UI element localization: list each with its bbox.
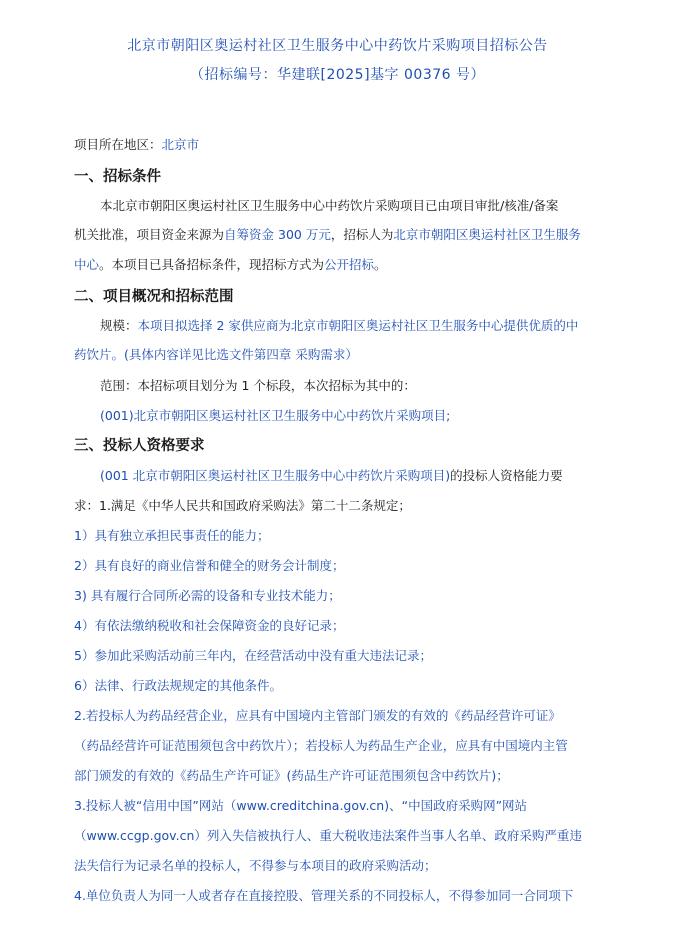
s2-scale-line [100,316,578,334]
qualification-item: 2）具有良好的商业信誉和健全的财务会计制度； [74,558,345,573]
s2-range-line: 范围：本招标项目划分为 1 个标段，本次招标为其中的： [100,378,416,393]
s3-intro-line: 求：1.满足《中华人民共和国政府采购法》第二十二条规定； [74,498,411,513]
lot-name: (001 北京市朝阳区奥运村社区卫生服务中心中药饮片采购项目) [100,468,451,483]
qualification-item: 3) 具有履行合同所必需的设备和专业技术能力； [74,588,341,603]
qualification-item: 1）具有独立承担民事责任的能力； [74,528,270,543]
s2-lot-line: (001)北京市朝阳区奥运村社区卫生服务中心中药饮片采购项目; [100,408,451,423]
requirement-2-line: （药品经营许可证范围须包含中药饮片）；若投标人为药品生产企业，应具有中国境内主管 [74,738,568,753]
qualification-item: 6）法律、行政法规规定的其他条件。 [74,678,282,693]
tenderer-name: 中心 [74,257,100,272]
s1-paragraph-line: 本北京市朝阳区奥运村社区卫生服务中心中药饮片采购项目已由项目审批/核准/备案 [100,198,559,213]
requirement-3-line: （www.ccgp.gov.cn）列入失信被执行人、重大税收违法案件当事人名单、政府采购严重违 [74,828,582,843]
tender-method: 公开招标 [324,257,375,272]
scale-text: 本项目拟选择 2 家供应商为北京市朝阳区奥运村社区卫生服务中心提供优质的中 [137,318,579,333]
qualification-item: 5）参加此采购活动前三年内，在经营活动中没有重大违法记录； [74,648,432,663]
text-span: 。本项目已具备招标条件，现招标方式为 [99,257,325,272]
text-span: 。 [374,257,387,272]
funding-source: 自筹资金 300 万元 [224,227,331,242]
requirement-2-line: 2.若投标人为药品经营企业，应具有中国境内主管部门颁发的有效的《药品经营许可证》 [74,708,561,723]
s2-scale-line: 药饮片。(具体内容详见比选文件第四章 采购需求） [74,347,358,362]
section-3-heading: 三、投标人资格要求 [74,438,205,454]
region-label: 项目所在地区： [74,137,162,152]
text-span: 机关批准，项目资金来源为 [74,227,225,242]
requirement-3-line: 法失信行为记录名单的投标人，不得参与本项目的政府采购活动； [74,858,437,873]
document-title: 北京市朝阳区奥运村社区卫生服务中心中药饮片采购项目招标公告 [127,38,548,54]
s3-intro-line [100,466,563,484]
text-span: 的投标人资格能力要 [450,468,563,483]
region-value: 北京市 [161,137,200,152]
project-region [74,135,199,153]
section-2-heading: 二、项目概况和招标范围 [74,289,234,305]
tender-number: （招标编号：华建联[2025]基字 00376 号） [190,67,485,83]
s1-paragraph-line [74,225,581,243]
text-span: ，招标人为 [330,227,394,242]
requirement-3-line: 3.投标人被“信用中国”网站（www.creditchina.gov.cn)、“中国政府采购网”网站 [74,798,528,813]
scale-label: 规模： [100,318,138,333]
requirement-4-line: 4.单位负责人为同一人或者存在直接控股、管理关系的不同投标人，不得参加同一合同项下 [74,888,574,903]
tenderer-name: 北京市朝阳区奥运村社区卫生服务 [393,227,581,242]
qualification-item: 4）有依法缴纳税收和社会保障资金的良好记录； [74,618,345,633]
s1-paragraph-line [74,255,387,273]
section-1-heading: 一、招标条件 [74,169,161,185]
requirement-2-line: 部门颁发的有效的《药品生产许可证》(药品生产许可证范围须包含中药饮片)； [74,768,509,783]
